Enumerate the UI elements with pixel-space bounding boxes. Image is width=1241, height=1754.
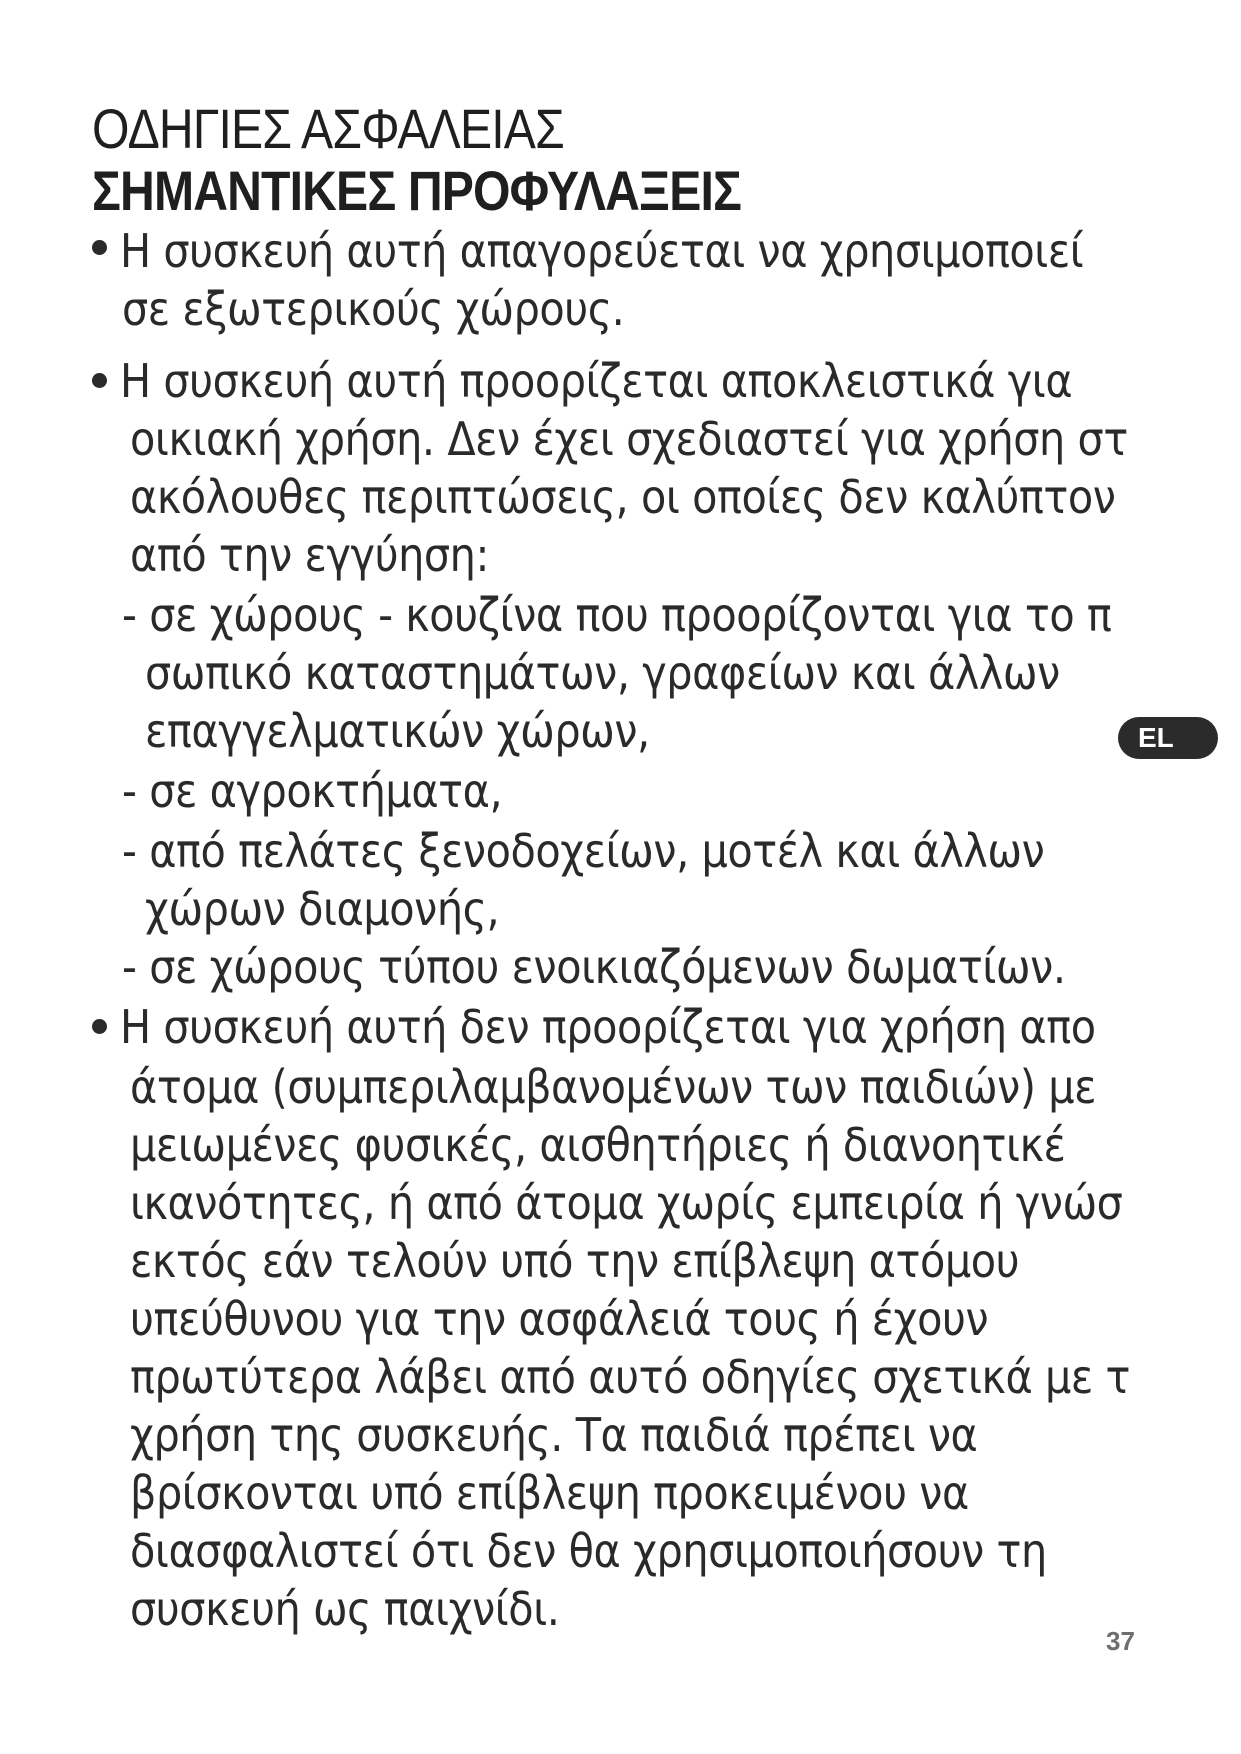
text-line: σε εξωτερικούς χώρους. — [122, 282, 625, 336]
text-line: ικανότητες, ή από άτομα χωρίς εμπειρία ή γνώσ — [130, 1176, 1123, 1230]
text-line: - σε χώρους - κουζίνα που προορίζονται για το π — [122, 588, 1112, 642]
text-line: συσκευή ως παιχνίδι. — [130, 1582, 560, 1636]
text-line: Η συσκευή αυτή απαγορεύεται να χρησιμοποιεί — [120, 224, 1084, 278]
text-line: χώρων διαμονής, — [145, 882, 500, 936]
language-badge: EL — [1118, 717, 1218, 759]
bullet-icon — [92, 373, 107, 388]
bullet-icon — [92, 1019, 107, 1034]
text-line: οικιακή χρήση. Δεν έχει σχεδιαστεί για χρήση στ — [130, 412, 1128, 466]
section-subtitle: ΣΗΜΑΝΤΙΚΕΣ ΠΡΟΦΥΛΑΞΕΙΣ — [92, 159, 742, 222]
text-line: πρωτύτερα λάβει από αυτό οδηγίες σχετικά με τ — [130, 1350, 1131, 1404]
text-line: διασφαλιστεί ότι δεν θα χρησιμοποιήσουν τη — [130, 1524, 1047, 1578]
page-number: 37 — [1106, 1626, 1135, 1656]
bullet-icon — [92, 240, 107, 255]
text-line: μειωμένες φυσικές, αισθητήριες ή διανοητικέ — [130, 1118, 1066, 1172]
text-line: ακόλουθες περιπτώσεις, οι οποίες δεν καλύπτον — [130, 470, 1116, 524]
text-line: από την εγγύηση: — [130, 528, 489, 582]
text-line: εκτός εάν τελούν υπό την επίβλεψη ατόμου — [130, 1234, 1020, 1288]
text-line: σωπικό καταστημάτων, γραφείων και άλλων — [145, 646, 1060, 700]
text-line: - από πελάτες ξενοδοχείων, μοτέλ και άλλων — [122, 824, 1045, 878]
text-line: - σε χώρους τύπου ενοικιαζόμενων δωματίων. — [122, 940, 1066, 994]
text-line: Η συσκευή αυτή δεν προορίζεται για χρήση απο — [120, 1000, 1096, 1054]
text-line: επαγγελματικών χώρων, — [145, 704, 650, 758]
text-line: υπεύθυνου για την ασφάλειά τους ή έχουν — [130, 1292, 989, 1346]
text-line: Η συσκευή αυτή προορίζεται αποκλειστικά για — [120, 354, 1073, 408]
text-line: χρήση της συσκευής. Τα παιδιά πρέπει να — [130, 1408, 978, 1462]
text-line: - σε αγροκτήματα, — [122, 764, 503, 818]
section-title: ΟΔΗΓΙΕΣ ΑΣΦΑΛΕΙΑΣ — [92, 97, 564, 160]
text-line: άτομα (συμπεριλαμβανομένων των παιδιών) με — [130, 1060, 1097, 1114]
text-line: βρίσκονται υπό επίβλεψη προκειμένου να — [130, 1466, 969, 1520]
